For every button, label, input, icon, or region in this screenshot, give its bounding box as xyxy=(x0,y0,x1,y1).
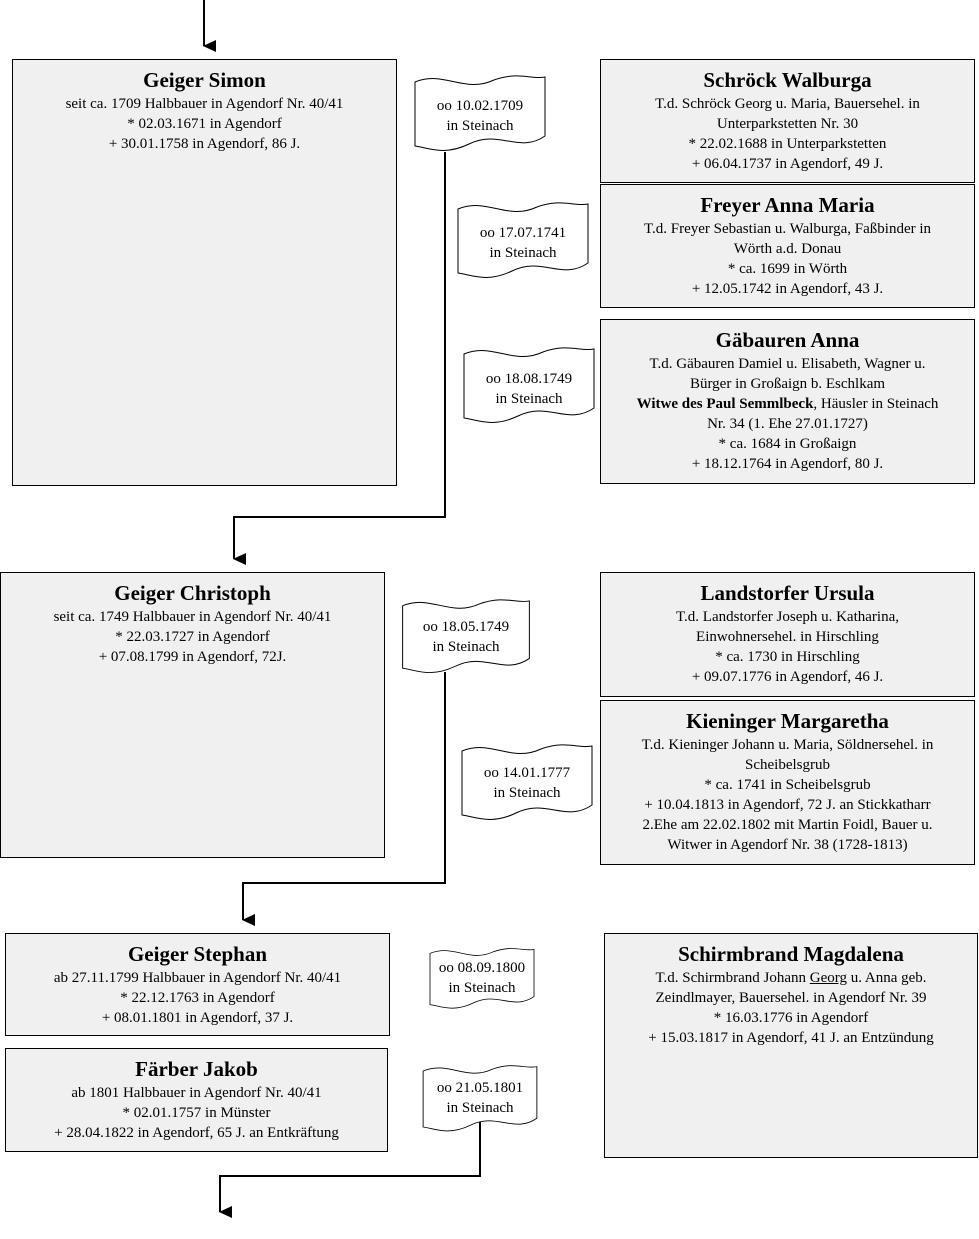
person-death: + 08.01.1801 in Agendorf, 37 J. xyxy=(101,1010,294,1026)
person-detail: Nr. 34 (1. Ehe 27.01.1727) xyxy=(707,416,868,432)
person-name: Kieninger Margaretha xyxy=(686,709,889,733)
person-name: Gäbauren Anna xyxy=(715,328,860,352)
person-geiger-simon xyxy=(12,59,397,486)
widow-note: Witwe des Paul Semmlbeck xyxy=(636,396,814,412)
marriage-banner xyxy=(414,1064,546,1134)
person-death: + 10.04.1813 in Agendorf, 72 J. an Stickkatharr xyxy=(644,797,931,813)
person-detail: Unterparkstetten Nr. 30 xyxy=(716,116,859,132)
marriage-place: in Steinach xyxy=(489,245,557,261)
person-landstorfer-ursula xyxy=(600,572,975,697)
person-geiger-christoph xyxy=(0,572,385,858)
widow-note-rest: , Häusler in Steinach xyxy=(813,396,939,412)
marriage-date: oo 17.07.1741 xyxy=(479,225,567,241)
person-name: Landstorfer Ursula xyxy=(700,581,875,605)
marriage-banner xyxy=(414,74,546,154)
person-detail: Wörth a.d. Donau xyxy=(733,241,842,257)
person-detail: Zeindlmayer, Bauersehel. in Agendorf Nr. 39 xyxy=(655,990,927,1006)
person-faerber-jakob xyxy=(5,1048,388,1152)
marriage-banner xyxy=(400,598,532,676)
marriage-banner xyxy=(463,345,595,427)
marriage-place: in Steinach xyxy=(493,785,561,801)
person-detail: seit ca. 1749 Halbbauer in Agendorf Nr. 40/41 xyxy=(53,609,332,625)
marriage-place: in Steinach xyxy=(446,1100,514,1116)
parents-underlined: Georg xyxy=(809,970,847,986)
person-detail: Witwer in Agendorf Nr. 38 (1728-1813) xyxy=(667,837,908,853)
marriage-banner xyxy=(457,201,589,281)
person-gaebauren-anna xyxy=(600,319,975,484)
person-geiger-stephan xyxy=(5,933,390,1036)
person-detail xyxy=(601,394,974,414)
person-death: + 06.04.1737 in Agendorf, 49 J. xyxy=(691,156,884,172)
person-detail: T.d. Landstorfer Joseph u. Katharina, xyxy=(676,609,899,625)
marriage-place: in Steinach xyxy=(495,391,563,407)
person-detail: 2.Ehe am 22.02.1802 mit Martin Foidl, Bauer u. xyxy=(642,817,933,833)
person-detail: Bürger in Großaign b. Eschlkam xyxy=(689,376,886,392)
marriage-date: oo 21.05.1801 xyxy=(436,1080,524,1096)
person-name: Freyer Anna Maria xyxy=(700,193,875,217)
person-birth: * 02.01.1757 in Münster xyxy=(122,1105,271,1121)
person-death: + 15.03.1817 in Agendorf, 41 J. an Entzündung xyxy=(648,1030,934,1046)
person-birth: * ca. 1741 in Scheibelsgrub xyxy=(704,777,871,793)
person-detail xyxy=(605,968,977,988)
person-detail: T.d. Freyer Sebastian u. Walburga, Faßbinder in xyxy=(643,221,932,237)
person-name: Geiger Christoph xyxy=(114,581,271,605)
parents-pre: T.d. Schirmbrand Johann xyxy=(655,970,810,986)
marriage-date: oo 14.01.1777 xyxy=(483,765,571,781)
person-name: Geiger Stephan xyxy=(127,942,268,966)
person-detail: Einwohnersehel. in Hirschling xyxy=(696,629,879,645)
person-death: + 30.01.1758 in Agendorf, 86 J. xyxy=(108,136,301,152)
person-detail: T.d. Schröck Georg u. Maria, Bauersehel. in xyxy=(655,96,920,112)
person-detail: T.d. Kieninger Johann u. Maria, Söldnersehel. in xyxy=(641,737,934,753)
marriage-date: oo 18.08.1749 xyxy=(485,371,573,387)
person-birth: * 22.12.1763 in Agendorf xyxy=(120,990,275,1006)
marriage-banner xyxy=(461,740,593,826)
person-detail: T.d. Gäbauren Damiel u. Elisabeth, Wagner u. xyxy=(649,356,926,372)
person-death: + 18.12.1764 in Agendorf, 80 J. xyxy=(691,456,884,472)
person-birth: * ca. 1699 in Wörth xyxy=(727,261,848,277)
marriage-place: in Steinach xyxy=(432,639,500,655)
person-birth: * 22.02.1688 in Unterparkstetten xyxy=(688,136,887,152)
marriage-date: oo 10.02.1709 xyxy=(436,98,524,114)
marriage-date: oo 08.09.1800 xyxy=(438,960,526,976)
person-kieninger-margaretha xyxy=(600,700,975,865)
person-birth: * 22.03.1727 in Agendorf xyxy=(115,629,270,645)
person-death: + 28.04.1822 in Agendorf, 65 J. an Entkräftung xyxy=(54,1125,339,1141)
person-schirmbrand-magdalena xyxy=(604,933,978,1158)
person-death: + 12.05.1742 in Agendorf, 43 J. xyxy=(691,281,884,297)
marriage-place: in Steinach xyxy=(446,118,514,134)
parents-post: u. Anna geb. xyxy=(846,970,927,986)
person-name: Geiger Simon xyxy=(143,68,266,92)
person-detail: ab 1801 Halbbauer in Agendorf Nr. 40/41 xyxy=(71,1085,322,1101)
person-death: + 07.08.1799 in Agendorf, 72J. xyxy=(98,649,287,665)
person-detail: seit ca. 1709 Halbbauer in Agendorf Nr. 40/41 xyxy=(65,96,344,112)
person-birth: * 16.03.1776 in Agendorf xyxy=(713,1010,869,1026)
person-birth: * ca. 1730 in Hirschling xyxy=(715,649,860,665)
person-name: Schröck Walburga xyxy=(703,68,872,92)
person-birth: * ca. 1684 in Großaign xyxy=(718,436,857,452)
marriage-date: oo 18.05.1749 xyxy=(422,619,510,635)
person-detail: Scheibelsgrub xyxy=(745,757,830,773)
person-name: Färber Jakob xyxy=(135,1057,258,1081)
marriage-place: in Steinach xyxy=(448,980,516,996)
person-death: + 09.07.1776 in Agendorf, 46 J. xyxy=(691,669,884,685)
person-schroeck-walburga xyxy=(600,59,975,183)
person-freyer-anna-maria xyxy=(600,184,975,308)
person-detail: ab 27.11.1799 Halbbauer in Agendorf Nr. 40/41 xyxy=(53,970,342,986)
marriage-banner xyxy=(416,947,548,1011)
person-name: Schirmbrand Magdalena xyxy=(678,942,904,966)
person-birth: * 02.03.1671 in Agendorf xyxy=(127,116,282,132)
